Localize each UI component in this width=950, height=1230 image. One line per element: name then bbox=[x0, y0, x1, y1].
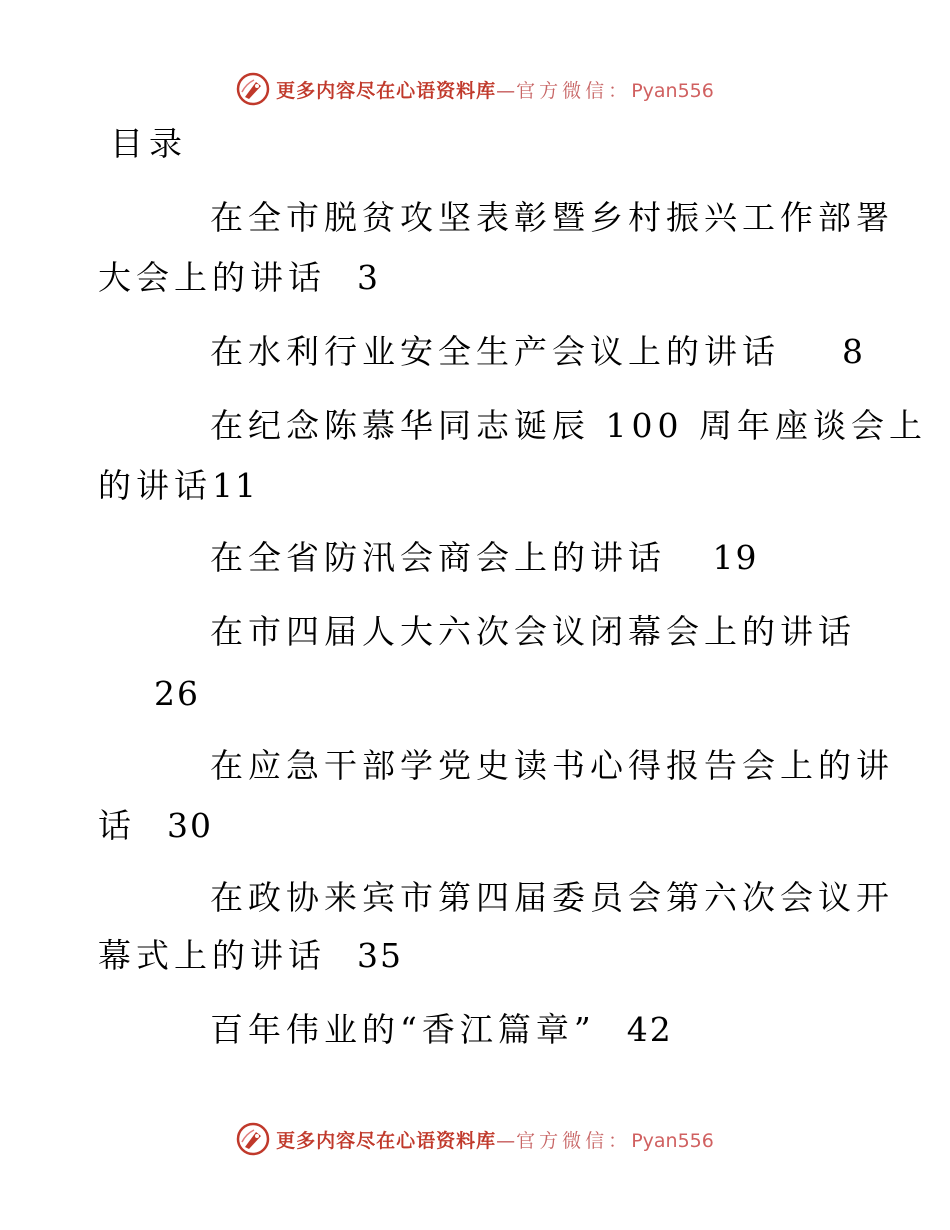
footer-wechat-label: 官方微信： bbox=[516, 1129, 632, 1152]
toc-entry-1-page: 3 bbox=[356, 258, 380, 297]
banner-text bbox=[276, 76, 714, 103]
toc-entry-5-line1[interactable]: 在市四届人大六次会议闭幕会上的讲话 bbox=[210, 612, 856, 651]
toc-entry-4-title: 在全省防汛会商会上的讲话 bbox=[210, 538, 666, 577]
toc-entry-2[interactable] bbox=[210, 330, 865, 374]
toc-entry-3-title-cont: 的讲话 bbox=[98, 466, 212, 505]
toc-title: 目录 bbox=[110, 124, 188, 163]
toc-entry-2-title: 在水利行业安全生产会议上的讲话 bbox=[210, 332, 780, 371]
banner-wechat-label: 官方微信： bbox=[516, 79, 632, 102]
footer-banner-content bbox=[236, 1122, 714, 1156]
footer-site-name: 更多内容尽在心语资料库 bbox=[276, 1129, 497, 1152]
toc-entry-5-page: 26 bbox=[154, 674, 200, 713]
toc-entry-4-page: 19 bbox=[712, 538, 759, 577]
header-banner-content bbox=[236, 72, 714, 106]
toc-entry-6-line1[interactable]: 在应急干部学党史读书心得报告会上的讲 bbox=[210, 746, 894, 785]
footer-banner bbox=[0, 1122, 950, 1156]
toc-entry-8-page: 42 bbox=[626, 1010, 673, 1049]
footer-banner-text bbox=[276, 1126, 714, 1153]
toc-entry-3-page: 11 bbox=[212, 466, 258, 505]
toc-entry-8[interactable] bbox=[210, 1008, 673, 1052]
toc-entry-7-page: 35 bbox=[356, 936, 403, 975]
toc-entry-3-line2[interactable] bbox=[98, 464, 258, 508]
banner-dash: — bbox=[496, 79, 517, 102]
toc-entry-6-title-cont: 话 bbox=[98, 806, 136, 845]
banner-wechat-id: Pyan556 bbox=[631, 79, 714, 102]
toc-entry-7-line2[interactable] bbox=[98, 934, 403, 978]
pen-nib-logo-icon bbox=[236, 1122, 270, 1156]
toc-entry-2-page: 8 bbox=[841, 332, 865, 371]
toc-entry-8-title: 百年伟业的“香江篇章” bbox=[210, 1010, 596, 1049]
footer-wechat-id: Pyan556 bbox=[631, 1129, 714, 1152]
toc-entry-6-page: 30 bbox=[166, 806, 213, 845]
toc-entry-3-line1[interactable]: 在纪念陈慕华同志诞辰 100 周年座谈会上 bbox=[210, 406, 927, 445]
toc-entry-7-title-cont: 幕式上的讲话 bbox=[98, 936, 326, 975]
header-banner bbox=[0, 72, 950, 106]
toc-entry-5-line2[interactable] bbox=[154, 672, 200, 716]
toc-entry-1-line1[interactable]: 在全市脱贫攻坚表彰暨乡村振兴工作部署 bbox=[210, 198, 894, 237]
banner-site-name: 更多内容尽在心语资料库 bbox=[276, 79, 497, 102]
pen-nib-logo-icon bbox=[236, 72, 270, 106]
toc-entry-1-line2[interactable] bbox=[98, 256, 380, 300]
toc-entry-4[interactable] bbox=[210, 536, 758, 580]
toc-entry-1-title-cont: 大会上的讲话 bbox=[98, 258, 326, 297]
toc-entry-7-line1[interactable]: 在政协来宾市第四届委员会第六次会议开 bbox=[210, 878, 894, 917]
footer-dash: — bbox=[496, 1129, 517, 1152]
toc-entry-6-line2[interactable] bbox=[98, 804, 213, 848]
